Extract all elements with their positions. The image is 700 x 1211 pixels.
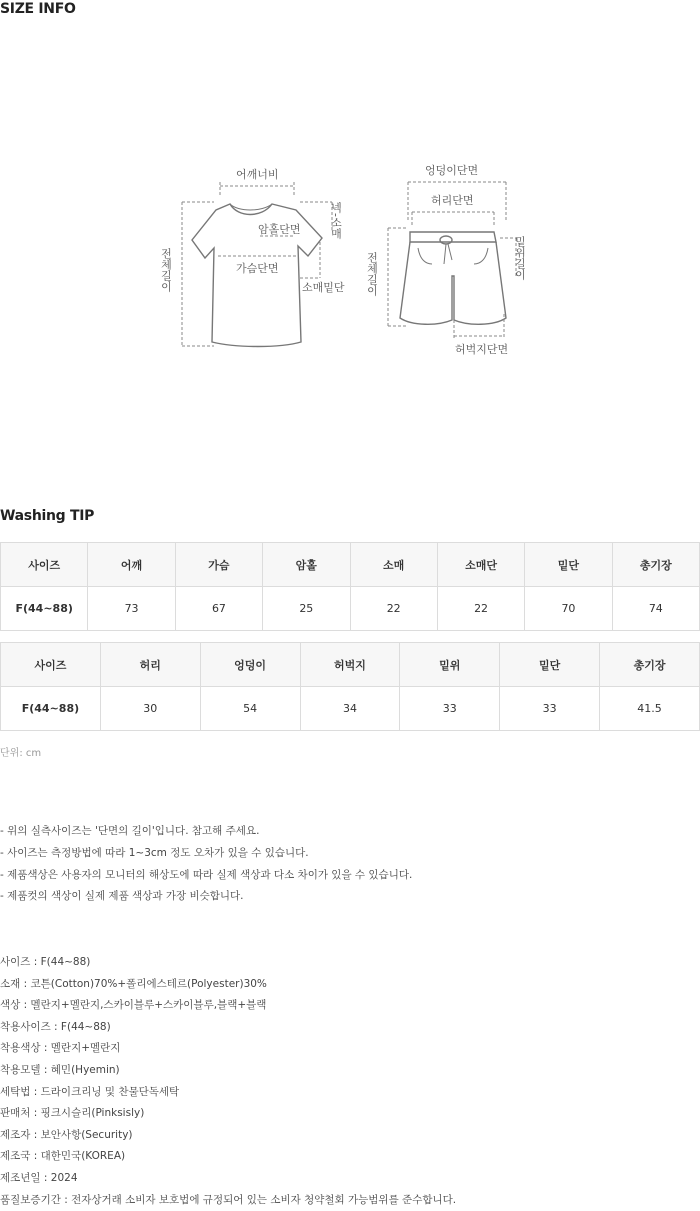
table-row	[1, 587, 700, 631]
chest-label: 가슴단면	[236, 262, 279, 275]
table-cell: 54	[200, 687, 300, 731]
table-header: 엉덩이	[200, 643, 300, 687]
table-cell: 33	[500, 687, 600, 731]
table-cell: 22	[437, 587, 524, 631]
list-item: 착용색상 : 멜란지+멜란지	[0, 1042, 121, 1055]
table-header: 총기장	[612, 543, 699, 587]
table-header: 사이즈	[1, 643, 101, 687]
list-item: 사이즈 : F(44~88)	[0, 956, 91, 968]
table-header: 소매단	[437, 543, 524, 587]
list-item: 제조국 : 대한민국(KOREA)	[0, 1150, 126, 1163]
table-cell: 70	[525, 587, 612, 631]
neck-sleeve-label: 넥-소매	[329, 202, 343, 239]
hip-label: 엉덩이단면	[425, 164, 479, 177]
list-item: 세탁법 : 드라이크리닝 및 찬물단독세탁	[0, 1085, 180, 1098]
waist-label: 허리단면	[431, 194, 474, 207]
table-header: 총기장	[600, 643, 700, 687]
thigh-label: 허벅지단면	[455, 343, 509, 356]
shoulder-width-label: 어깨너비	[236, 168, 279, 181]
unit-label: 단위: cm	[0, 748, 42, 759]
list-item: 제조자 : 보안사항(Security)	[0, 1128, 133, 1141]
list-item: - 사이즈는 측정방법에 따라 1~3cm 정도 오차가 있을 수 있습니다.	[0, 846, 309, 859]
table-header: 허리	[100, 643, 200, 687]
table-cell: 41.5	[600, 687, 700, 731]
tshirt-illustration	[192, 204, 322, 347]
table-row	[1, 687, 700, 731]
table-header: 밑위	[400, 643, 500, 687]
table-cell: 74	[612, 587, 699, 631]
table-cell: 33	[400, 687, 500, 731]
table-cell: 67	[175, 587, 262, 631]
product-details-list	[0, 952, 456, 1211]
table-header: 소매	[350, 543, 437, 587]
list-item: 색상 : 멜란지+멜란지,스카이블루+스카이블루,블랙+블랙	[0, 999, 267, 1012]
top-size-table	[0, 542, 700, 631]
shorts-illustration	[400, 232, 506, 324]
list-item: 착용모델 : 혜민(Hyemin)	[0, 1063, 120, 1076]
table-cell: 25	[263, 587, 350, 631]
table-cell: 34	[300, 687, 400, 731]
list-item: - 제품색상은 사용자의 모니터의 해상도에 따라 실제 색상과 다소 차이가 있을 수 있습니다.	[0, 868, 413, 881]
table-cell: 30	[100, 687, 200, 731]
list-item: 판매처 : 핑크시슬리(Pinksisly)	[0, 1107, 145, 1120]
table-header: 암홀	[263, 543, 350, 587]
washing-tip-heading: Washing TIP	[0, 508, 95, 524]
size-diagram	[0, 160, 700, 370]
size-diagram-svg	[0, 160, 700, 370]
list-item: 착용사이즈 : F(44~88)	[0, 1020, 111, 1033]
list-item: 제조년일 : 2024	[0, 1171, 78, 1184]
table-cell: 22	[350, 587, 437, 631]
list-item: - 제품컷의 색상이 실제 제품 색상과 가장 비슷합니다.	[0, 890, 244, 903]
table-header-row	[1, 643, 700, 687]
sleeve-hem-label: 소매밑단	[302, 281, 345, 294]
bottom-total-length-label: 전체길이	[365, 252, 379, 296]
bottom-size-table	[0, 642, 700, 731]
rise-label: 밑위길이	[513, 236, 527, 280]
table-header: 밑단	[500, 643, 600, 687]
list-item: 품질보증기간 : 전자상거래 소비자 보호법에 규정되어 있는 소비자 청약철회 가능범위를 준수합니다.	[0, 1193, 457, 1206]
armhole-label: 암홀단면	[258, 223, 301, 236]
top-total-length-label: 전체길이	[159, 248, 173, 292]
table-header: 허벅지	[300, 643, 400, 687]
list-item: - 위의 실측사이즈는 '단면의 길이'입니다. 참고해 주세요.	[0, 825, 260, 837]
table-cell: F(44~88)	[1, 687, 101, 731]
table-header: 밑단	[525, 543, 612, 587]
table-header-row	[1, 543, 700, 587]
table-header: 사이즈	[1, 543, 88, 587]
list-item: 소재 : 코튼(Cotton)70%+폴리에스테르(Polyester)30%	[0, 977, 267, 990]
size-info-heading: SIZE INFO	[0, 1, 76, 17]
table-header: 어깨	[88, 543, 175, 587]
notes-list	[0, 821, 412, 908]
table-cell: F(44~88)	[1, 587, 88, 631]
table-header: 가슴	[175, 543, 262, 587]
table-cell: 73	[88, 587, 175, 631]
